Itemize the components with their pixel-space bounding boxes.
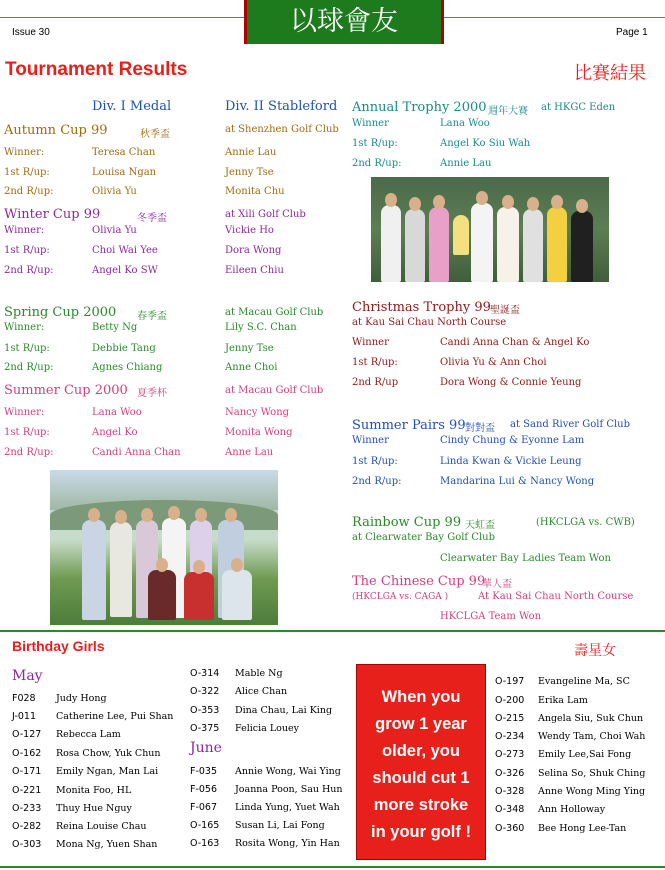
- message-line: in your golf !: [371, 823, 471, 841]
- result-label: 1st R/up:: [352, 138, 398, 149]
- member-id: O-353: [190, 705, 220, 716]
- member-name: Rosita Wong, Yin Han: [235, 838, 340, 849]
- result-label: 2nd R/up:: [4, 447, 54, 458]
- tournament-venue: at Shenzhen Golf Club: [225, 124, 339, 135]
- member-id: O-326: [495, 768, 525, 779]
- result-player: Annie Lau: [440, 158, 492, 169]
- issue-number: Issue 30: [12, 27, 50, 38]
- member-name: Wendy Tam, Choi Wah: [538, 731, 646, 742]
- member-id: F028: [12, 693, 36, 704]
- div1-player: Angel Ko SW: [92, 265, 158, 276]
- tournament-venue: At Kau Sai Chau North Course: [478, 591, 634, 602]
- group-photo-summer-cup: [50, 470, 278, 625]
- member-name: Dina Chau, Lai King: [235, 705, 333, 716]
- member-id: O-273: [495, 749, 525, 760]
- match-teams: (HKCLGA vs. CWB): [536, 517, 635, 528]
- tournament-name: Rainbow Cup 99: [352, 515, 462, 530]
- member-name: Emily Lee,Sai Fong: [538, 749, 632, 760]
- member-name: Angela Siu, Suk Chun: [538, 713, 644, 724]
- tournament-name-chinese: 對對盃: [465, 423, 495, 434]
- tournament-venue: at HKGC Eden: [541, 102, 616, 113]
- result-label: Winner: [352, 118, 389, 129]
- tournament-name: Summer Pairs 99: [352, 418, 466, 433]
- result-label: 1st R/up:: [4, 167, 50, 178]
- result-label: Winner: [352, 337, 389, 348]
- result-label: Winner: [352, 435, 389, 446]
- birthday-message-box: [356, 664, 486, 860]
- div2-player: Anne Choi: [225, 362, 278, 373]
- result-label: Winner:: [4, 147, 45, 158]
- div2-player: Eileen Chiu: [225, 265, 284, 276]
- member-id: F-035: [190, 766, 218, 777]
- result-player: Olivia Yu & Ann Choi: [440, 357, 547, 368]
- div2-player: Anne Lau: [225, 447, 274, 458]
- member-id: F-056: [190, 784, 218, 795]
- tournament-name-chinese: 春季盃: [137, 311, 167, 322]
- div1-player: Angel Ko: [92, 427, 138, 438]
- member-id: O-221: [12, 785, 42, 796]
- tournament-name: The Chinese Cup 99: [352, 574, 486, 589]
- div1-player: Teresa Chan: [92, 147, 156, 158]
- member-id: O-162: [12, 748, 42, 759]
- result-label: Winner:: [4, 322, 45, 333]
- member-name: Bee Hong Lee-Tan: [538, 823, 627, 834]
- member-id: O-233: [12, 803, 42, 814]
- member-id: O-348: [495, 804, 525, 815]
- member-name: Annie Wong, Wai Ying: [235, 766, 341, 777]
- month-may-label: May: [12, 668, 43, 684]
- division-1-header: Div. I Medal: [92, 99, 172, 114]
- result-player: Angel Ko Siu Wah: [440, 138, 531, 149]
- result-label: 1st R/up:: [352, 357, 398, 368]
- match-result: Clearwater Bay Ladies Team Won: [440, 553, 611, 564]
- member-name: Monita Foo, HL: [56, 785, 132, 796]
- masthead-banner: 以球會友: [244, 0, 444, 44]
- tournament-name: Winter Cup 99: [4, 207, 101, 222]
- div2-player: Monita Chu: [225, 186, 285, 197]
- div1-player: Olivia Yu: [92, 186, 137, 197]
- member-id: O-303: [12, 839, 42, 850]
- result-label: 2nd R/up:: [352, 476, 402, 487]
- result-label: Winner:: [4, 225, 45, 236]
- result-label: 1st R/up:: [4, 427, 50, 438]
- member-id: O-234: [495, 731, 525, 742]
- member-name: Emily Ngan, Man Lai: [56, 766, 159, 777]
- message-line: When you: [381, 688, 461, 706]
- member-name: Evangeline Ma, SC: [538, 676, 630, 687]
- member-id: O-171: [12, 766, 42, 777]
- result-player: Mandarina Lui & Nancy Wong: [440, 476, 595, 487]
- member-id: O-197: [495, 676, 525, 687]
- footer-rule: [0, 866, 665, 868]
- section-divider: [0, 630, 665, 632]
- result-player: Dora Wong & Connie Yeung: [440, 377, 582, 388]
- message-line: older, you: [382, 742, 460, 760]
- div1-player: Candi Anna Chan: [92, 447, 181, 458]
- message-line: should cut 1: [372, 769, 470, 787]
- member-id: O-375: [190, 723, 220, 734]
- div2-player: Monita Wong: [225, 427, 293, 438]
- member-name: Rebecca Lam: [56, 729, 121, 740]
- member-id: O-163: [190, 838, 220, 849]
- div1-player: Olivia Yu: [92, 225, 137, 236]
- result-label: Winner:: [4, 407, 45, 418]
- div2-player: Jenny Tse: [225, 343, 274, 354]
- div2-player: Annie Lau: [225, 147, 277, 158]
- div1-player: Louisa Ngan: [92, 167, 157, 178]
- div1-player: Agnes Chiang: [92, 362, 163, 373]
- member-id: O-165: [190, 820, 220, 831]
- member-id: J-011: [12, 711, 37, 722]
- result-player: Linda Kwan & Vickie Leung: [440, 456, 582, 467]
- member-id: O-314: [190, 668, 220, 679]
- member-name: Joanna Poon, Sau Hun: [235, 784, 343, 795]
- div1-player: Betty Ng: [92, 322, 138, 333]
- tournament-name: Autumn Cup 99: [4, 123, 108, 138]
- result-label: 2nd R/up:: [4, 186, 54, 197]
- result-player: Candi Anna Chan & Angel Ko: [440, 337, 590, 348]
- result-label: 1st R/up:: [4, 343, 50, 354]
- tournament-name-chinese: 華人盃: [482, 579, 512, 590]
- div2-player: Lily S.C. Chan: [225, 322, 297, 333]
- birthday-title: Birthday Girls: [12, 638, 105, 654]
- result-label: 1st R/up:: [352, 456, 398, 467]
- member-name: Erika Lam: [538, 695, 588, 706]
- result-label: 1st R/up:: [4, 245, 50, 256]
- div1-player: Lana Woo: [92, 407, 142, 418]
- tournament-name-chinese: 天虹盃: [465, 520, 495, 531]
- member-name: Felicia Louey: [235, 723, 299, 734]
- member-name: Susan Li, Lai Fong: [235, 820, 325, 831]
- div2-player: Dora Wong: [225, 245, 282, 256]
- member-name: Mable Ng: [235, 668, 283, 679]
- result-label: 2nd R/up:: [4, 362, 54, 373]
- member-name: Thuy Hue Nguy: [56, 803, 132, 814]
- tournament-venue: at Macau Golf Club: [225, 385, 324, 396]
- tournament-name: Christmas Trophy 99: [352, 300, 491, 315]
- member-id: O-328: [495, 786, 525, 797]
- member-id: O-282: [12, 821, 42, 832]
- member-id: O-322: [190, 686, 220, 697]
- div2-player: Jenny Tse: [225, 167, 274, 178]
- div1-player: Choi Wai Yee: [92, 245, 158, 256]
- section-title: Tournament Results: [5, 59, 188, 80]
- message-line: more stroke: [373, 796, 469, 814]
- div2-player: Vickie Ho: [225, 225, 274, 236]
- tournament-name-chinese: 聖誕盃: [490, 305, 520, 316]
- tournament-name: Annual Trophy 2000: [352, 100, 487, 115]
- result-player: Lana Woo: [440, 118, 490, 129]
- message-line: grow 1 year: [375, 715, 467, 733]
- div2-player: Nancy Wong: [225, 407, 290, 418]
- division-2-header: Div. II Stableford: [225, 99, 338, 114]
- member-id: O-127: [12, 729, 42, 740]
- member-name: Linda Yung, Yuet Wah: [235, 802, 340, 813]
- member-name: Anne Wong Ming Ying: [538, 786, 646, 797]
- tournament-name-chinese: 冬季盃: [137, 213, 167, 224]
- tournament-venue: at Xili Golf Club: [225, 209, 306, 220]
- member-id: O-200: [495, 695, 525, 706]
- member-name: Rosa Chow, Yuk Chun: [56, 748, 161, 759]
- tournament-venue: at Sand River Golf Club: [510, 419, 631, 430]
- div1-player: Debbie Tang: [92, 343, 156, 354]
- member-name: Alice Chan: [235, 686, 288, 697]
- tournament-name-chinese: 夏季杯: [137, 388, 167, 399]
- member-name: Judy Hong: [56, 693, 107, 704]
- member-name: Reina Louise Chau: [56, 821, 147, 832]
- member-name: Ann Holloway: [538, 804, 606, 815]
- month-june-label: June: [190, 740, 222, 756]
- section-title-chinese: 比賽結果: [574, 63, 646, 84]
- tournament-venue: at Macau Golf Club: [225, 307, 324, 318]
- result-label: 2nd R/up:: [4, 265, 54, 276]
- page-number: Page 1: [616, 27, 648, 38]
- member-name: Catherine Lee, Pui Shan: [56, 711, 174, 722]
- result-label: 2nd R/up:: [352, 158, 402, 169]
- match-result: HKCLGA Team Won: [440, 611, 542, 622]
- group-photo-annual-trophy: [371, 177, 609, 282]
- result-player: Cindy Chung & Eyonne Lam: [440, 435, 585, 446]
- member-name: Mona Ng, Yuen Shan: [56, 839, 158, 850]
- match-teams: (HKCLGA vs. CAGA ): [352, 592, 449, 602]
- tournament-name: Spring Cup 2000: [4, 305, 117, 320]
- tournament-name-chinese: 秋季盃: [140, 129, 170, 140]
- birthday-title-chinese: 壽星女: [574, 643, 616, 659]
- tournament-venue: at Kau Sai Chau North Course: [352, 317, 507, 328]
- tournament-venue: at Clearwater Bay Golf Club: [352, 532, 496, 543]
- tournament-name-chinese: 週年大賽: [488, 106, 528, 117]
- member-id: O-215: [495, 713, 525, 724]
- result-label: 2nd R/up: [352, 377, 399, 388]
- member-name: Selina So, Shuk Ching: [538, 768, 646, 779]
- member-id: F-067: [190, 802, 218, 813]
- tournament-name: Summer Cup 2000: [4, 383, 128, 398]
- member-id: O-360: [495, 823, 525, 834]
